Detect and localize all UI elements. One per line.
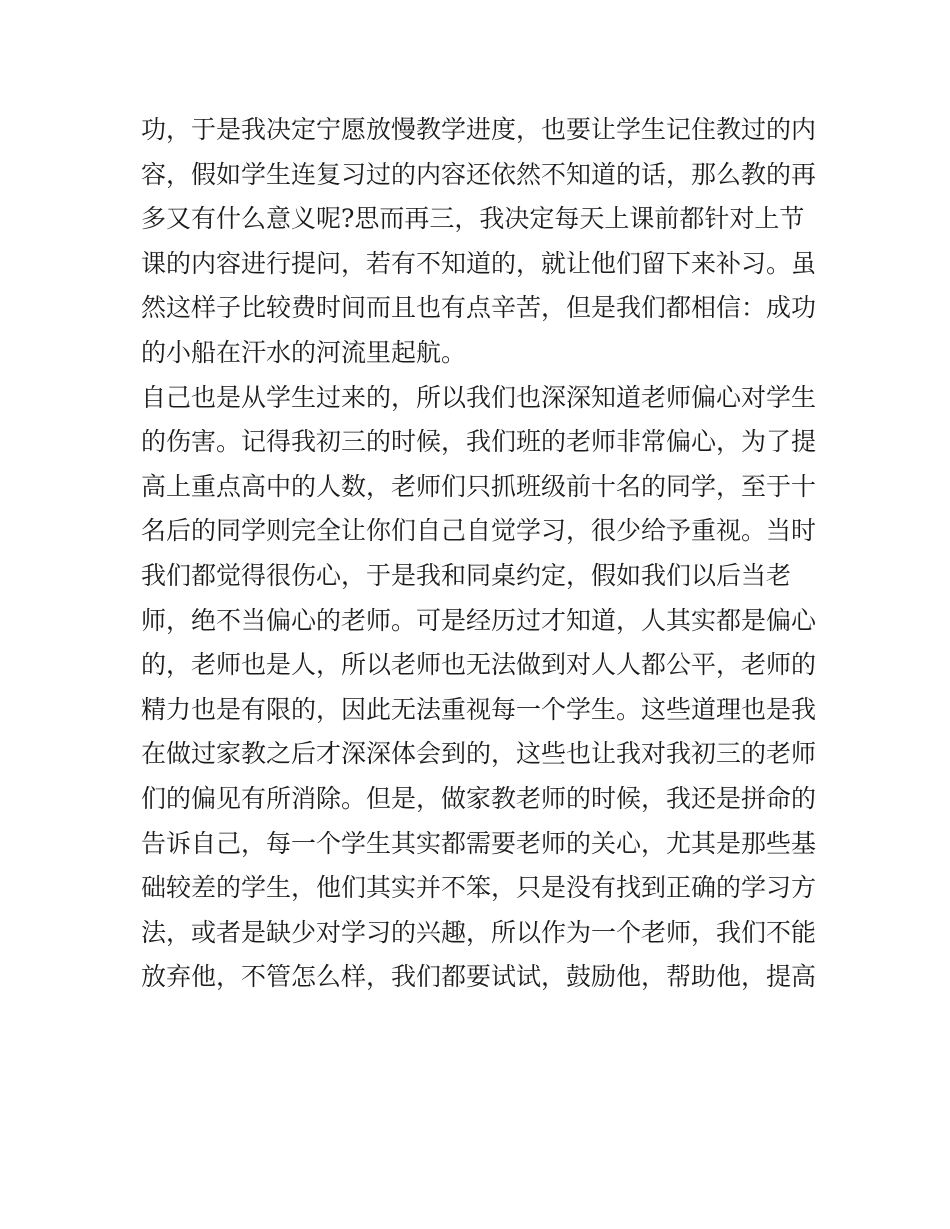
text-line: 课的内容进行提问，若有不知道的，就让他们留下来补习。虽 bbox=[141, 248, 817, 278]
text-line: 功，于是我决定宁愿放慢教学进度，也要让学生记住教过的内 bbox=[141, 115, 817, 144]
text-line: 师，绝不当偏心的老师。可是经历过才知道，人其实都是偏心 bbox=[141, 605, 817, 635]
text-line: 的小船在汗水的河流里起航。 bbox=[141, 337, 467, 367]
text-line: 础较差的学生，他们其实并不笨，只是没有找到正确的学习方 bbox=[141, 873, 817, 903]
text-line: 的伤害。记得我初三的时候，我们班的老师非常偏心，为了提 bbox=[141, 427, 817, 457]
text-line: 名后的同学则完全让你们自己自觉学习，很少给予重视。当时 bbox=[141, 516, 817, 546]
text-line: 放弃他，不管怎么样，我们都要试试，鼓励他，帮助他，提高 bbox=[141, 962, 817, 992]
text-line: 们的偏见有所消除。但是，做家教老师的时候，我还是拼命的 bbox=[141, 783, 817, 813]
text-line: 在做过家教之后才深深体会到的，这些也让我对我初三的老师 bbox=[141, 739, 817, 769]
text-line: 多又有什么意义呢?思而再三，我决定每天上课前都针对上节 bbox=[141, 204, 805, 234]
text-line: 然这样子比较费时间而且也有点辛苦，但是我们都相信：成功 bbox=[141, 293, 817, 323]
text-line: 自己也是从学生过来的，所以我们也深深知道老师偏心对学生 bbox=[141, 382, 817, 412]
text-line: 精力也是有限的，因此无法重视每一个学生。这些道理也是我 bbox=[141, 694, 817, 724]
text-line: 容，假如学生连复习过的内容还依然不知道的话，那么教的再 bbox=[141, 159, 817, 189]
text-line: 高上重点高中的人数，老师们只抓班级前十名的同学，至于十 bbox=[141, 471, 817, 501]
text-line: 我们都觉得很伤心，于是我和同桌约定，假如我们以后当老 bbox=[141, 560, 792, 590]
text-line: 告诉自己，每一个学生其实都需要老师的关心，尤其是那些基 bbox=[141, 828, 817, 858]
text-line: 法，或者是缺少对学习的兴趣，所以作为一个老师，我们不能 bbox=[141, 917, 817, 947]
body-text bbox=[141, 108, 821, 1000]
text-line: 的，老师也是人，所以老师也无法做到对人人都公平，老师的 bbox=[141, 650, 817, 680]
